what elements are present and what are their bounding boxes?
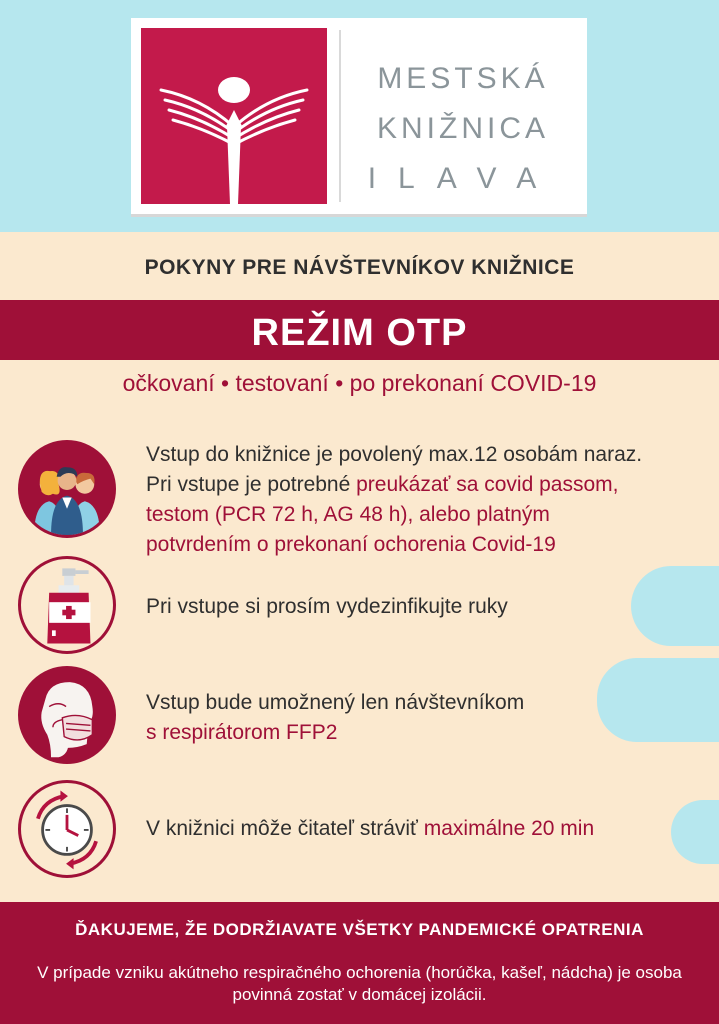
requirement-tests: testom (PCR 72 h, AG 48 h), alebo platným bbox=[146, 503, 550, 526]
capacity-line: Vstup do knižnice je povolený max.12 osobám naraz. bbox=[146, 443, 643, 466]
requirement-plain: Pri vstupe je potrebné bbox=[146, 473, 357, 496]
mode-subtitle: očkovaní • testovaní • po prekonaní COVID-19 bbox=[122, 370, 597, 396]
requirement-recovery: potvrdením o prekonaní ochorenia Covid-19 bbox=[146, 533, 556, 556]
open-book-icon bbox=[141, 28, 327, 204]
logo-line-3: ILAVA bbox=[367, 162, 559, 195]
sanitizer-icon bbox=[18, 556, 116, 654]
item-mask-text bbox=[146, 688, 524, 748]
footer-note: V prípade vzniku akútneho respiračného ochorenia (horúčka, kašeľ, nádcha) je osoba povinná zostať v domácej izolácii. bbox=[37, 963, 682, 1004]
people-icon bbox=[18, 440, 116, 538]
item-disinfect-text: Pri vstupe si prosím vydezinfikujte ruky bbox=[146, 595, 508, 618]
page-title: POKYNY PRE NÁVŠTEVNÍKOV KNIŽNICE bbox=[144, 256, 575, 279]
logo-line-2: KNIŽNICA bbox=[376, 112, 549, 145]
item-time-text bbox=[146, 814, 594, 844]
library-logo bbox=[131, 18, 587, 214]
requirement-line bbox=[146, 470, 642, 500]
logo-line-1: MESTSKÁ bbox=[377, 62, 549, 95]
mode-title: REŽIM OTP bbox=[251, 312, 468, 354]
time-limit: maximálne 20 min bbox=[423, 817, 595, 840]
time-plain: V knižnici môže čitateľ stráviť bbox=[146, 817, 424, 840]
logo-emblem bbox=[141, 28, 327, 204]
logo-divider bbox=[339, 30, 341, 202]
decor-tab bbox=[597, 658, 719, 742]
mask-requirement: s respirátorom FFP2 bbox=[146, 721, 338, 744]
item-capacity-text bbox=[146, 440, 642, 560]
footer-title: ĎAKUJEME, ŽE DODRŽIAVATE VŠETKY PANDEMICKÉ OPATRENIA bbox=[75, 920, 644, 939]
mask-icon bbox=[18, 666, 116, 764]
decor-tab bbox=[671, 800, 719, 864]
decor-tab bbox=[631, 566, 719, 646]
clock-icon bbox=[18, 780, 116, 878]
footer-band bbox=[0, 902, 719, 1024]
requirement-highlight: preukázať sa covid passom, bbox=[356, 473, 619, 496]
logo-wordmark bbox=[349, 54, 577, 204]
mask-line: Vstup bude umožnený len návštevníkom bbox=[146, 691, 525, 714]
